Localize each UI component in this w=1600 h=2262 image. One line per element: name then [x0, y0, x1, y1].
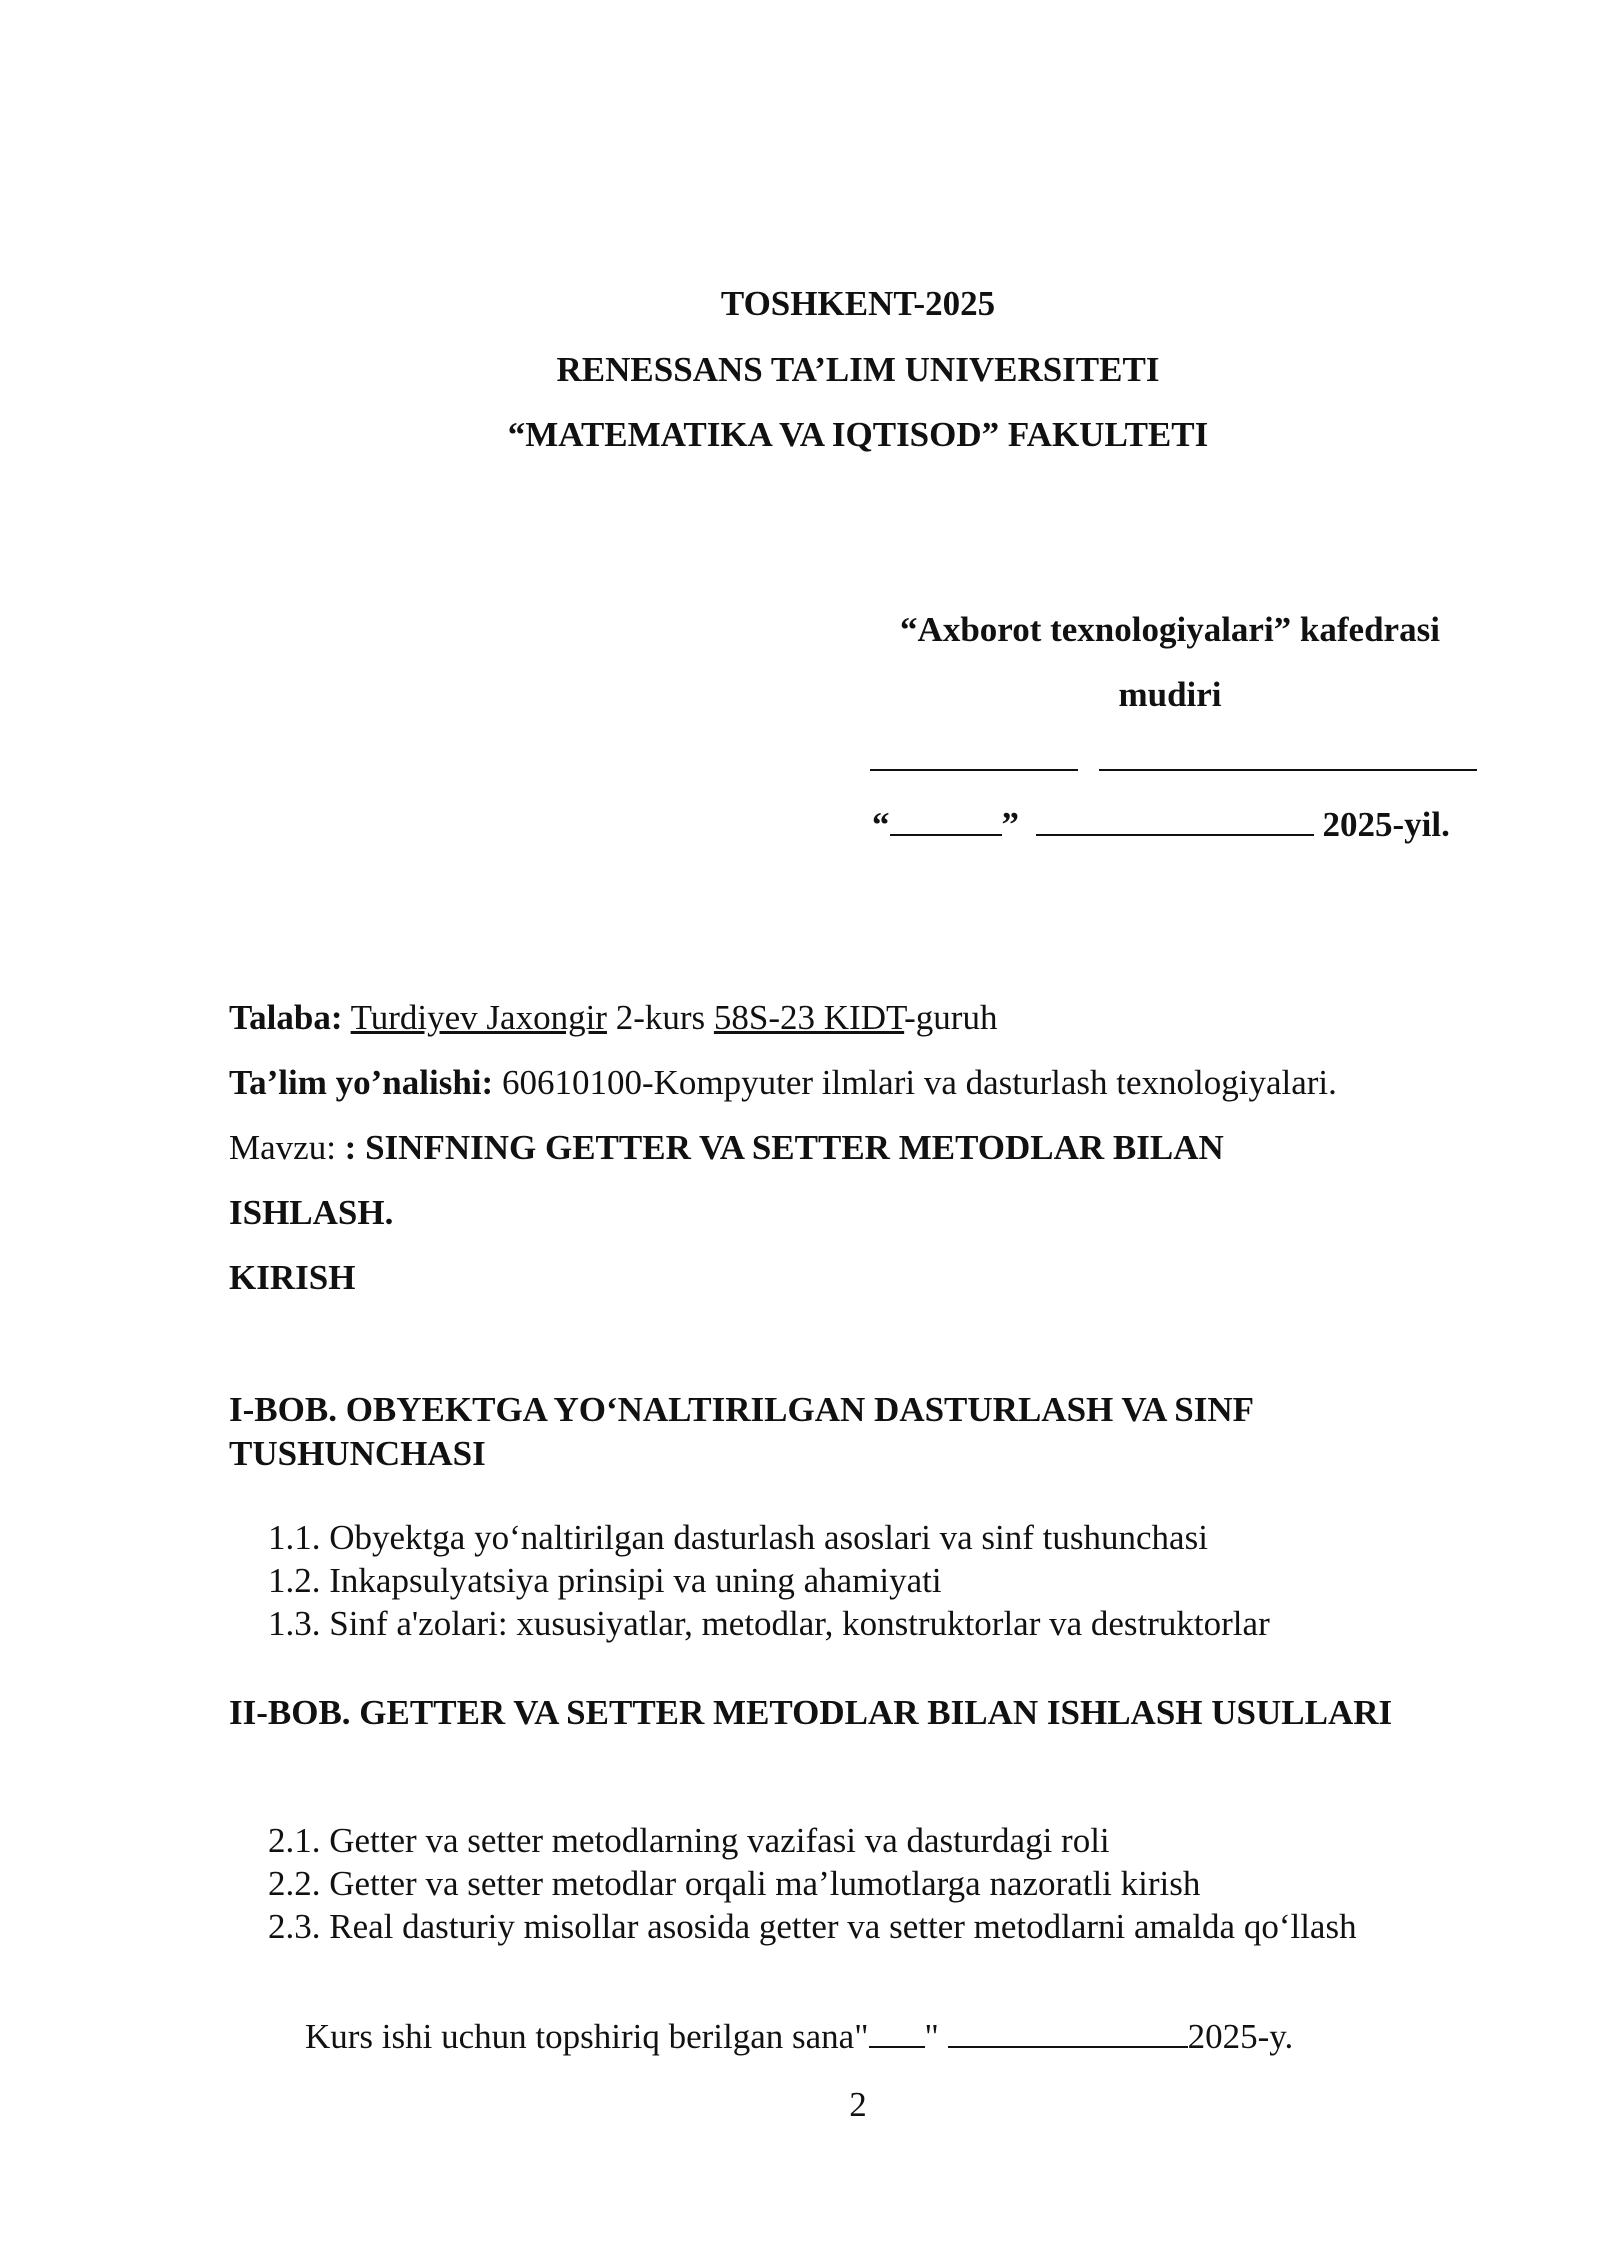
direction-value: 60610100-Kompyuter ilmlari va dasturlash texnologiyalari. [501, 1063, 1337, 1102]
month-blank [1036, 806, 1314, 836]
chapter2-item: 2.1. Getter va setter metodlarning vazifasi va dasturdagi roli [268, 1821, 1110, 1860]
city-year: TOSHKENT-2025 [720, 284, 996, 323]
day-blank [890, 806, 1002, 836]
chapter1-item: 1.1. Obyektga yo‘naltirilgan dasturlash asoslari va sinf tushunchasi [268, 1518, 1208, 1557]
chapter2-title: II-BOB. GETTER VA SETTER METODLAR BILAN ISHLASH USULLARI [229, 1693, 1393, 1732]
date-open-quote: “ [872, 805, 890, 844]
assignment-date-line [305, 2017, 1293, 2057]
student-group-suffix: -guruh [904, 998, 998, 1037]
assignment-day-blank [869, 2018, 925, 2048]
approval-date [872, 805, 1450, 845]
university-name: RENESSANS TA’LIM UNIVERSITETI [556, 350, 1160, 389]
signature-blank [870, 741, 1078, 771]
topic-label: Mavzu: [229, 1128, 336, 1167]
approval-department: “Axborot texnologiyalari” kafedrasi [900, 610, 1440, 649]
chapter1-item: 1.3. Sinf a'zolari: xususiyatlar, metodlar, konstruktorlar va destruktorlar [268, 1604, 1270, 1643]
direction-line [229, 1063, 1337, 1103]
date-close-quote: ” [1001, 805, 1019, 844]
student-course: 2-kurs [615, 998, 706, 1037]
student-name: Turdiyev Jaxongir [350, 998, 607, 1037]
assignment-quote: " [924, 2017, 939, 2056]
topic-value-line1: : SINFNING GETTER VA SETTER METODLAR BILAN [344, 1128, 1224, 1167]
approval-year: 2025-yil. [1322, 805, 1450, 844]
chapter1-title: I-BOB. OBYEKTGA YO‘NALTIRILGAN DASTURLASH VA SINF TUSHUNCHASI [229, 1390, 1253, 1473]
assignment-label: Kurs ishi uchun topshiriq berilgan sana" [305, 2017, 869, 2056]
faculty-name: “MATEMATIKA VA IQTISOD” FAKULTETI [507, 415, 1209, 454]
assignment-year: 2025-y. [1187, 2017, 1294, 2056]
student-label: Talaba: [229, 998, 343, 1037]
chapter1-item: 1.2. Inkapsulyatsiya prinsipi va uning ahamiyati [268, 1561, 942, 1600]
assignment-month-blank [948, 2018, 1188, 2048]
topic-line [229, 1128, 1224, 1168]
page-number: 2 [849, 2085, 867, 2124]
intro-heading: KIRISH [229, 1258, 356, 1297]
approval-position: mudiri [1118, 675, 1222, 714]
chapter2-item: 2.2. Getter va setter metodlar orqali ma’lumotlarga nazoratli kirish [268, 1864, 1201, 1903]
student-line [229, 998, 997, 1038]
name-blank [1099, 741, 1477, 771]
signature-lines [870, 740, 1477, 780]
topic-value-line2: ISHLASH. [229, 1193, 394, 1232]
student-group: 58S-23 KIDT [713, 998, 905, 1037]
chapter2-item: 2.3. Real dasturiy misollar asosida getter va setter metodlarni amalda qo‘llash [268, 1907, 1357, 1946]
direction-label: Ta’lim yo’nalishi: [229, 1063, 494, 1102]
